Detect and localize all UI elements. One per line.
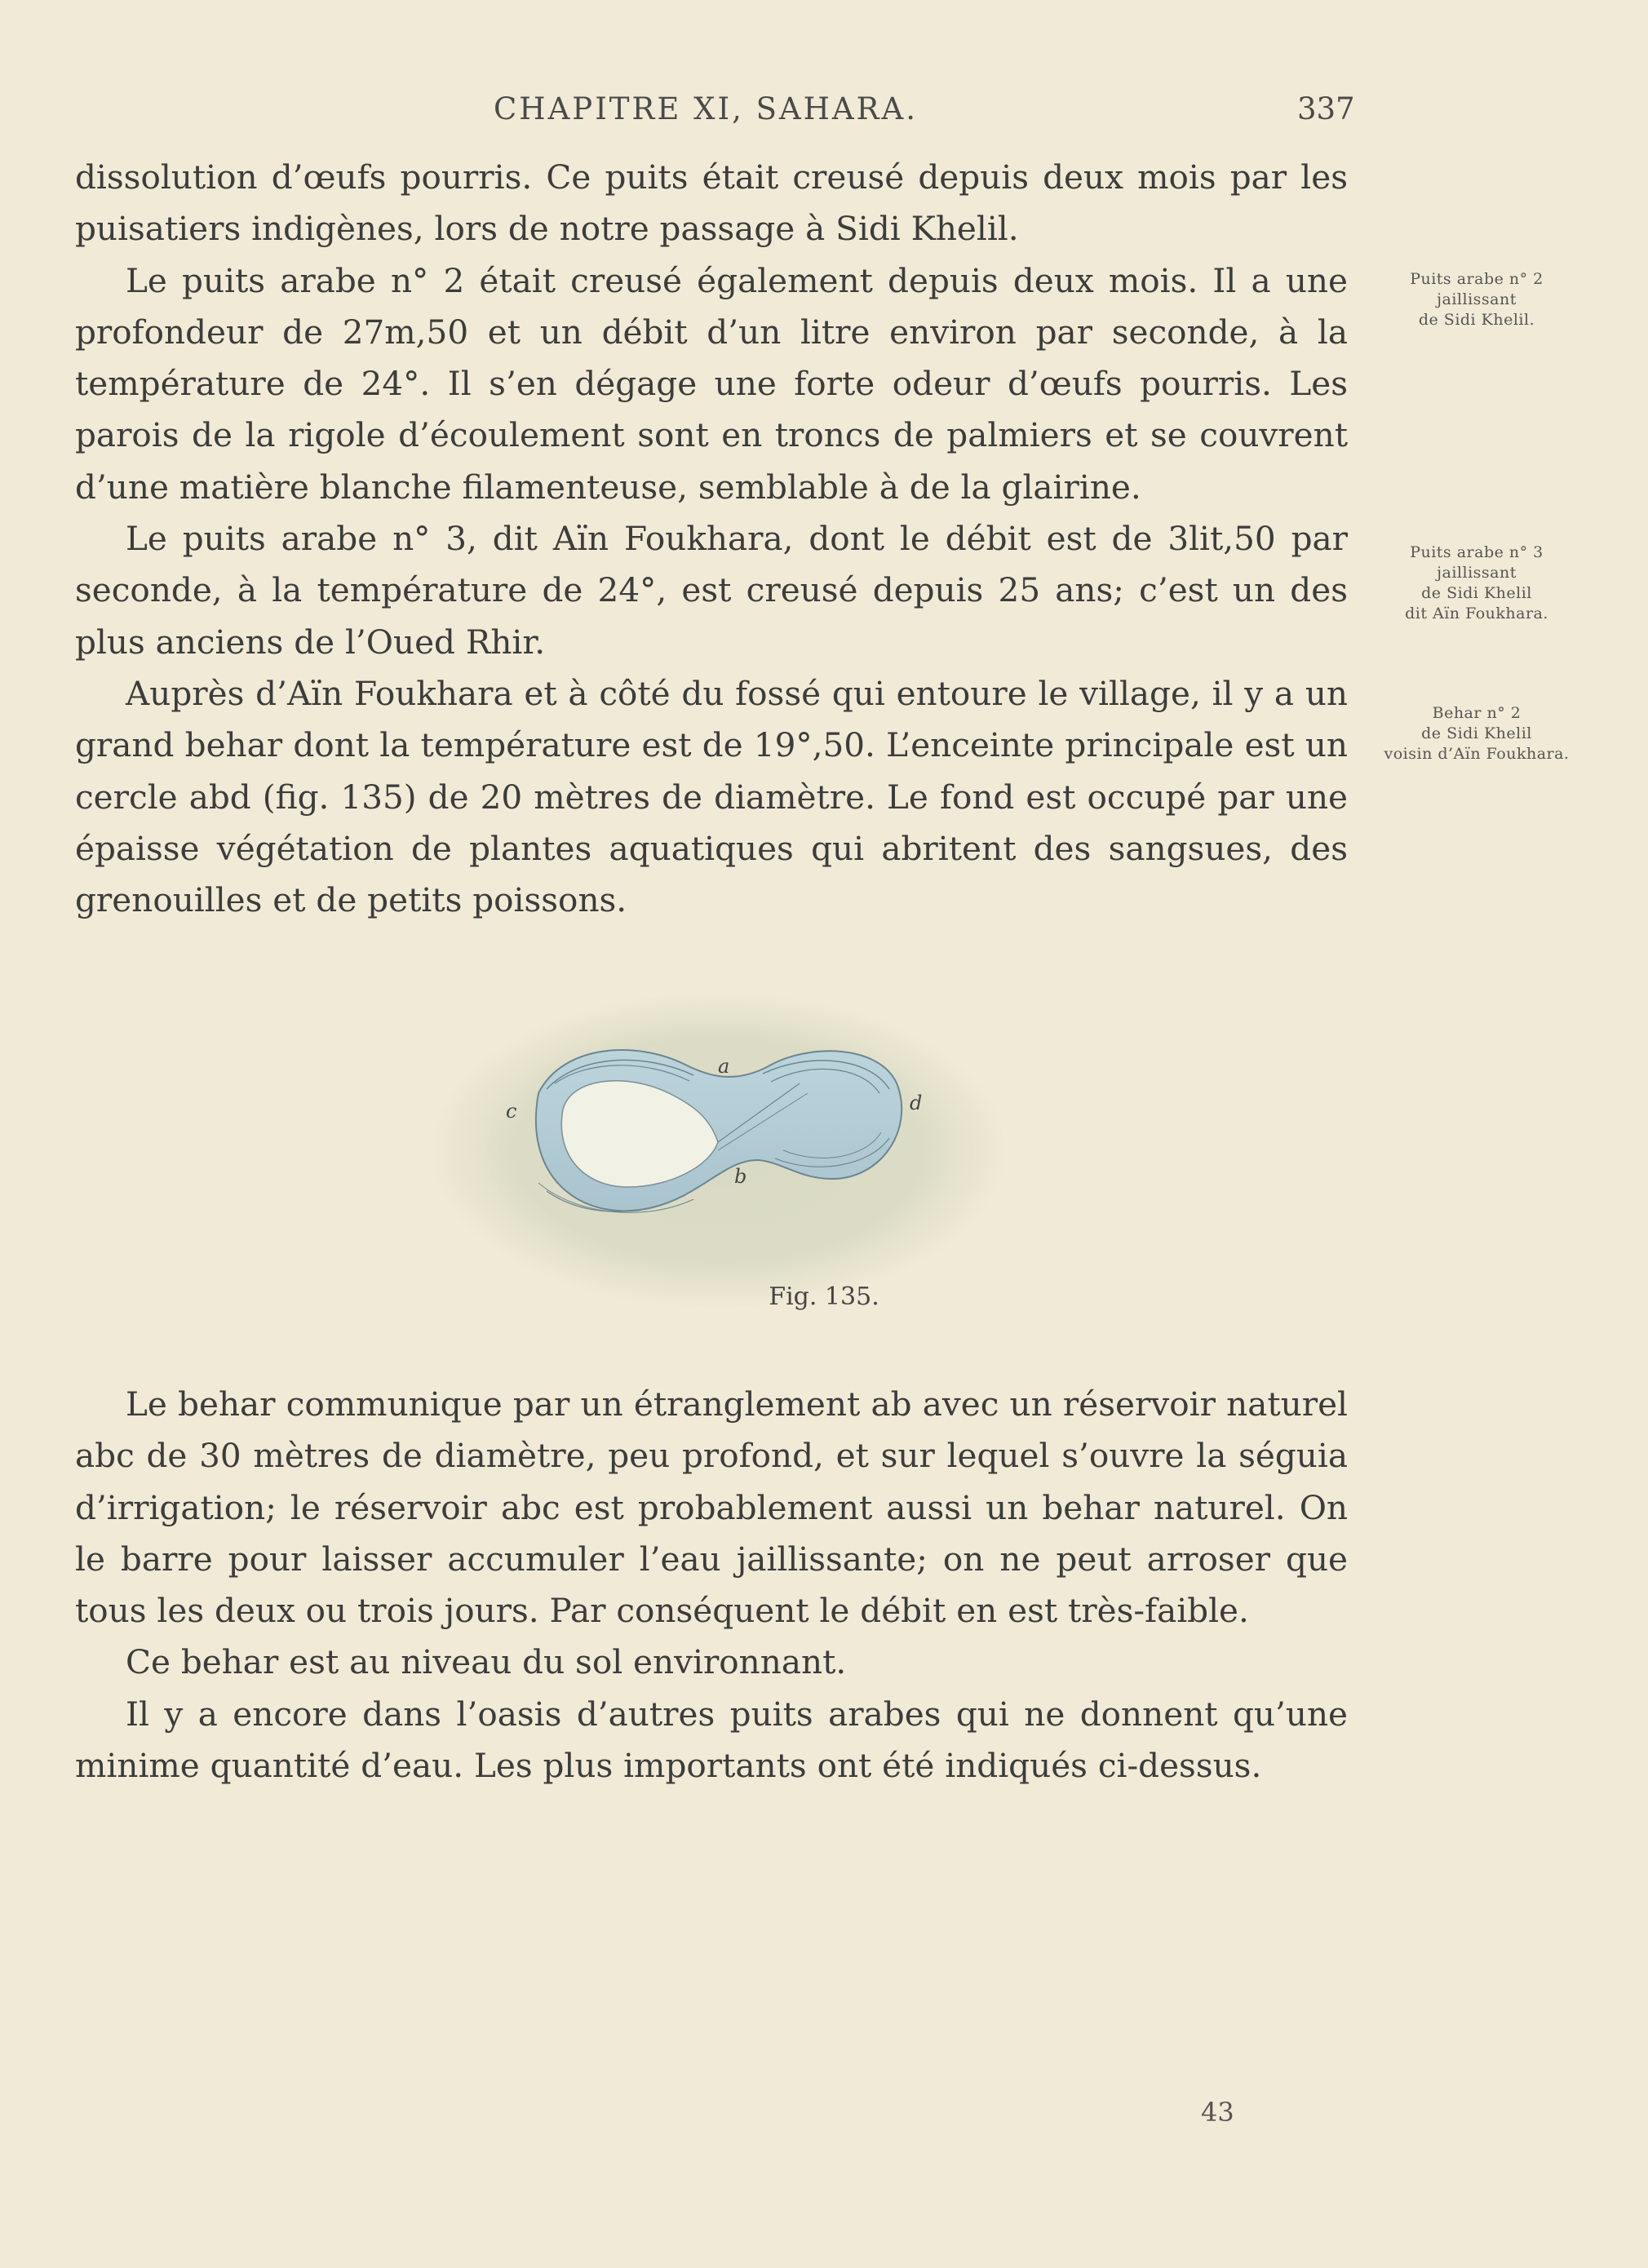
margin-note-line: Puits arabe n° 3 (1410, 543, 1544, 561)
margin-note-line: de Sidi Khelil. (1418, 311, 1535, 329)
paragraph: Ce behar est au niveau du sol environnant. (126, 1642, 847, 1682)
label-b: b (734, 1165, 747, 1188)
margin-note-line: voisin d’Aïn Foukhara. (1384, 745, 1570, 763)
label-c: c (506, 1100, 517, 1123)
body-text-bottom (75, 1379, 1348, 1792)
margin-note-puits-3 (1354, 543, 1599, 624)
running-head: CHAPITRE XI, SAHARA. (494, 91, 918, 126)
folio-signature: 43 (1201, 2097, 1234, 2128)
paragraph: Le puits arabe n° 3, dit Aïn Foukhara, dont le débit est de 3lit,50 par seconde, à la température de 24°, est creusé depuis 25 ans; c’est un des plus anciens de l’Oued Rhir. (75, 519, 1348, 662)
paragraph: Le behar communique par un étranglement ab avec un réservoir naturel abc de 30 mètres de diamètre, peu profond, et sur lequel s’ouvre la séguia d’irrigation; le réservoir abc est probablement aussi un behar naturel. On le barre pour laisser accumuler l’eau jaillissante; on ne peut arroser que tous les deux ou trois jours. Par conséquent le débit en est très-faible. (75, 1384, 1348, 1631)
margin-note-line: de Sidi Khelil (1421, 724, 1532, 742)
margin-note-line: jaillissant (1437, 564, 1517, 582)
paragraph: dissolution d’œufs pourris. Ce puits était creusé depuis deux mois par les puisatiers indigènes, lors de notre passage à Sidi Khelil. (75, 157, 1348, 249)
margin-note-line: Puits arabe n° 2 (1410, 270, 1544, 288)
paragraph: Auprès d’Aïn Foukhara et à côté du fossé qui entoure le village, il y a un grand behar dont la température est de 19°,50. L’enceinte principale est un cercle abd (fig. 135) de 20 mètres de diamètre. Le fond est occupé par une épaisse végétation de plantes aquatiques qui abritent des sangsues, des grenouilles et de petits poissons. (75, 673, 1348, 920)
margin-note-puits-2 (1354, 269, 1599, 330)
label-a: a (718, 1055, 730, 1078)
paragraph: Le puits arabe n° 2 était creusé également depuis deux mois. Il a une profondeur de 27m,50 et un débit d’un litre environ par seconde, à la température de 24°. Il s’en dégage une forte odeur d’œufs pourris. Les parois de la rigole d’écoulement sont en troncs de palmiers et se couvrent d’une matière blanche filamenteuse, semblable à de la glairine. (75, 260, 1348, 507)
label-d: d (910, 1092, 923, 1114)
margin-note-line: dit Aïn Foukhara. (1405, 605, 1548, 622)
margin-note-line: de Sidi Khelil (1421, 584, 1532, 602)
figure-135 (424, 987, 1012, 1313)
margin-note-line: jaillissant (1437, 290, 1517, 308)
paragraph: Il y a encore dans l’oasis d’autres puits arabes qui ne donnent qu’une minime quantité d’eau. Les plus importants ont été indiqués ci-dessus. (75, 1694, 1348, 1786)
margin-note-behar-2 (1354, 703, 1599, 764)
page-header (0, 91, 1648, 140)
body-text-top (75, 152, 1348, 926)
behar-illustration (424, 987, 1012, 1313)
margin-note-line: Behar n° 2 (1432, 704, 1522, 722)
page-number: 337 (1297, 91, 1355, 126)
figure-caption: Fig. 135. (769, 1282, 879, 1311)
